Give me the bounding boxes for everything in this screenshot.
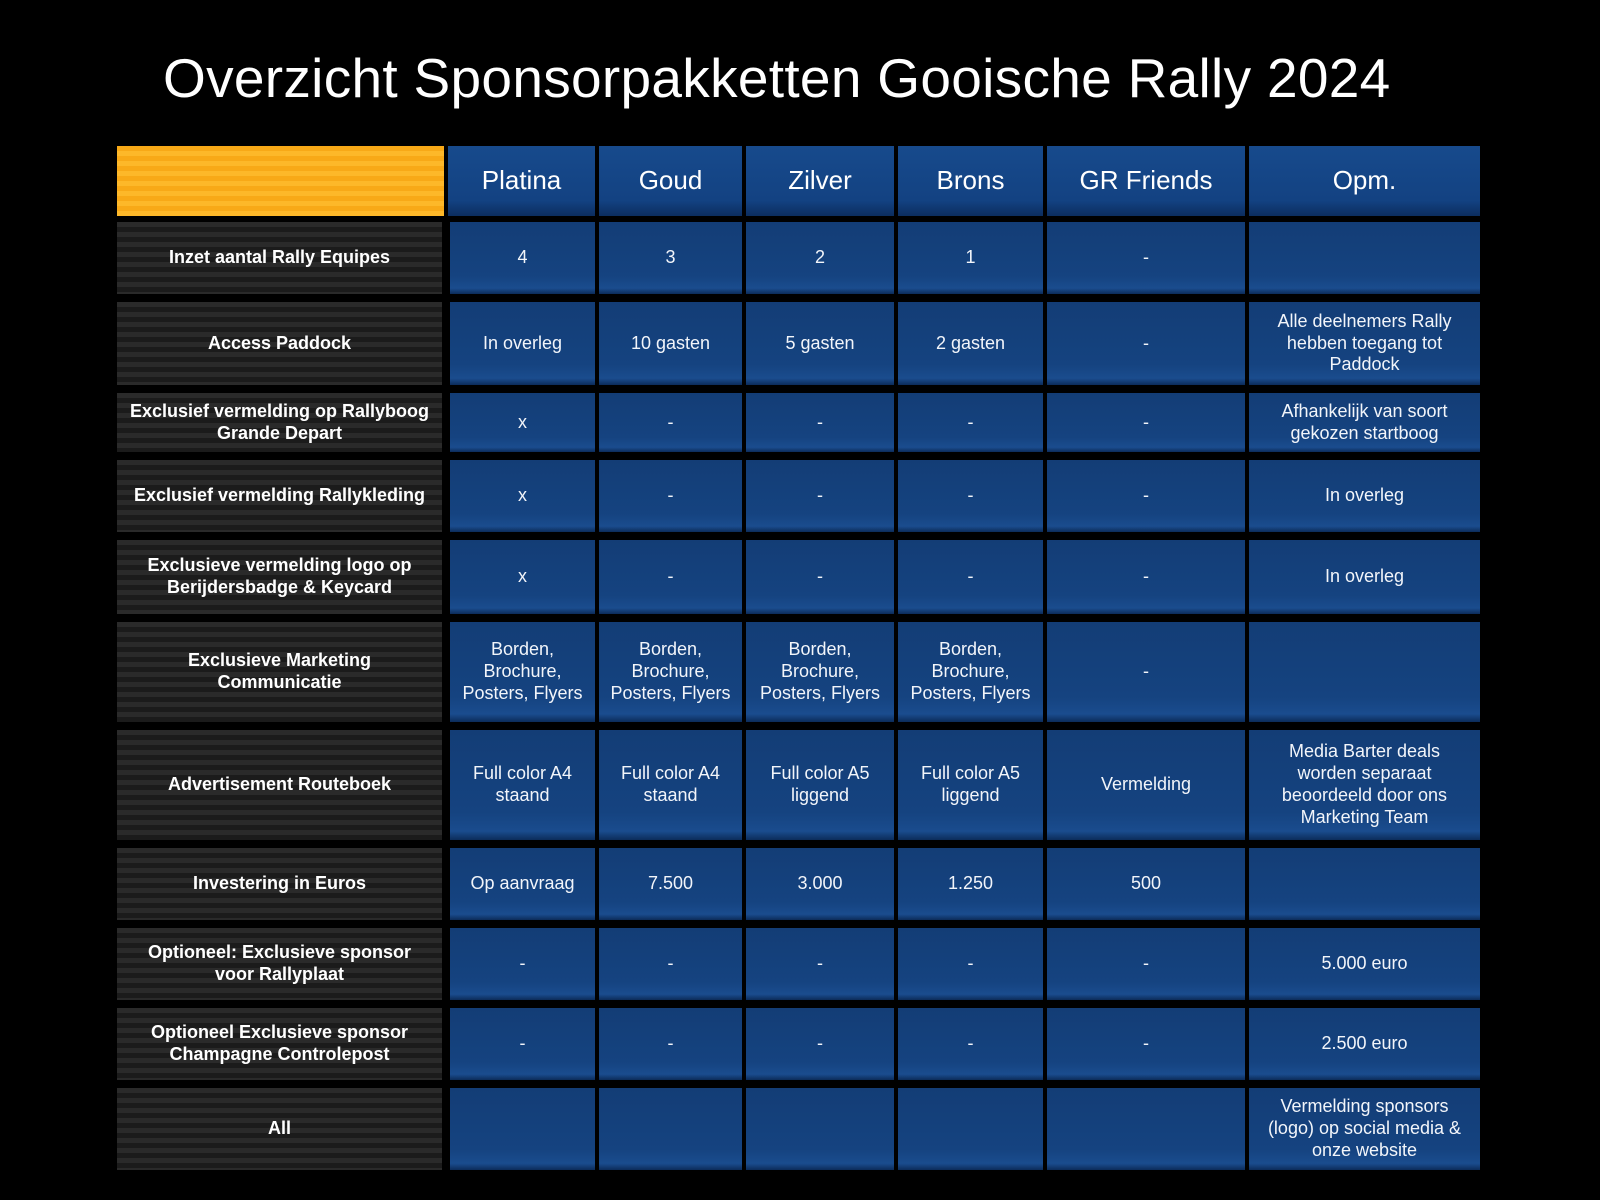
table-cell: 5.000 euro	[1249, 928, 1480, 1000]
row-label: Exclusief vermelding Rallykleding	[117, 460, 442, 532]
table-cell: 3	[599, 222, 742, 294]
table-cell: x	[450, 540, 595, 614]
table-cell: -	[450, 1008, 595, 1080]
table-cell: -	[1047, 928, 1245, 1000]
table-cell: -	[599, 460, 742, 532]
column-header: GR Friends	[1047, 146, 1245, 216]
table-cell: -	[898, 540, 1043, 614]
table-cell: Borden, Brochure, Posters, Flyers	[599, 622, 742, 722]
table-cell: Borden, Brochure, Posters, Flyers	[898, 622, 1043, 722]
sponsor-packages-table	[117, 146, 1482, 1189]
table-cell: Full color A4 staand	[599, 730, 742, 840]
table-cell: Full color A5 liggend	[898, 730, 1043, 840]
table-cell: -	[746, 1008, 894, 1080]
table-cell: In overleg	[1249, 540, 1480, 614]
table-cell: 5 gasten	[746, 302, 894, 385]
table-cell	[898, 1088, 1043, 1170]
table-cell	[1249, 848, 1480, 920]
table-cell: 7.500	[599, 848, 742, 920]
table-cell: Op aanvraag	[450, 848, 595, 920]
table-cell: Vermelding sponsors (logo) op social media & onze website	[1249, 1088, 1480, 1170]
table-cell: 1	[898, 222, 1043, 294]
table-cell: Media Barter deals worden separaat beoordeeld door ons Marketing Team	[1249, 730, 1480, 840]
table-cell: -	[1047, 393, 1245, 452]
table-cell: -	[746, 540, 894, 614]
table-cell: -	[1047, 222, 1245, 294]
table-cell: -	[898, 928, 1043, 1000]
table-cell: x	[450, 393, 595, 452]
table-cell: -	[1047, 540, 1245, 614]
header-corner-cell	[117, 146, 444, 216]
table-cell	[599, 1088, 742, 1170]
table-cell: -	[450, 928, 595, 1000]
table-cell: 500	[1047, 848, 1245, 920]
table-cell: -	[599, 928, 742, 1000]
table-cell: In overleg	[450, 302, 595, 385]
table-cell: -	[599, 540, 742, 614]
table-cell: Afhankelijk van soort gekozen startboog	[1249, 393, 1480, 452]
table-cell: 1.250	[898, 848, 1043, 920]
table-cell: Borden, Brochure, Posters, Flyers	[746, 622, 894, 722]
table-cell: -	[746, 928, 894, 1000]
table-cell: -	[746, 393, 894, 452]
column-header: Brons	[898, 146, 1043, 216]
table-cell: -	[1047, 302, 1245, 385]
table-cell	[450, 1088, 595, 1170]
row-label: All	[117, 1088, 442, 1170]
row-label: Inzet aantal Rally Equipes	[117, 222, 442, 294]
table-cell: Full color A4 staand	[450, 730, 595, 840]
row-label: Access Paddock	[117, 302, 442, 385]
table-cell: -	[1047, 460, 1245, 532]
row-label: Optioneel Exclusieve sponsor Champagne Controlepost	[117, 1008, 442, 1080]
column-header: Opm.	[1249, 146, 1480, 216]
table-cell	[746, 1088, 894, 1170]
column-header: Goud	[599, 146, 742, 216]
table-cell: x	[450, 460, 595, 532]
table-cell: 2.500 euro	[1249, 1008, 1480, 1080]
table-cell	[1249, 622, 1480, 722]
row-label: Exclusieve vermelding logo op Berijdersbadge & Keycard	[117, 540, 442, 614]
slide-title: Overzicht Sponsorpakketten Gooische Rally 2024	[163, 47, 1391, 109]
table-cell: Full color A5 liggend	[746, 730, 894, 840]
table-cell: -	[599, 1008, 742, 1080]
table-cell: -	[898, 460, 1043, 532]
table-cell	[1249, 222, 1480, 294]
table-cell: 2	[746, 222, 894, 294]
row-label: Advertisement Routeboek	[117, 730, 442, 840]
table-cell: 2 gasten	[898, 302, 1043, 385]
row-label: Investering in Euros	[117, 848, 442, 920]
row-label: Exclusief vermelding op Rallyboog Grande Depart	[117, 393, 442, 452]
table-cell: -	[1047, 622, 1245, 722]
table-cell	[1047, 1088, 1245, 1170]
table-cell: -	[898, 1008, 1043, 1080]
table-cell: Vermelding	[1047, 730, 1245, 840]
column-header: Zilver	[746, 146, 894, 216]
table-cell: -	[1047, 1008, 1245, 1080]
table-cell: Alle deelnemers Rally hebben toegang tot Paddock	[1249, 302, 1480, 385]
table-cell: 3.000	[746, 848, 894, 920]
column-header: Platina	[448, 146, 595, 216]
table-cell: In overleg	[1249, 460, 1480, 532]
table-cell: -	[746, 460, 894, 532]
table-cell: Borden, Brochure, Posters, Flyers	[450, 622, 595, 722]
table-cell: -	[599, 393, 742, 452]
table-cell: 4	[450, 222, 595, 294]
row-label: Exclusieve Marketing Communicatie	[117, 622, 442, 722]
table-cell: 10 gasten	[599, 302, 742, 385]
table-cell: -	[898, 393, 1043, 452]
row-label: Optioneel: Exclusieve sponsor voor Rallyplaat	[117, 928, 442, 1000]
